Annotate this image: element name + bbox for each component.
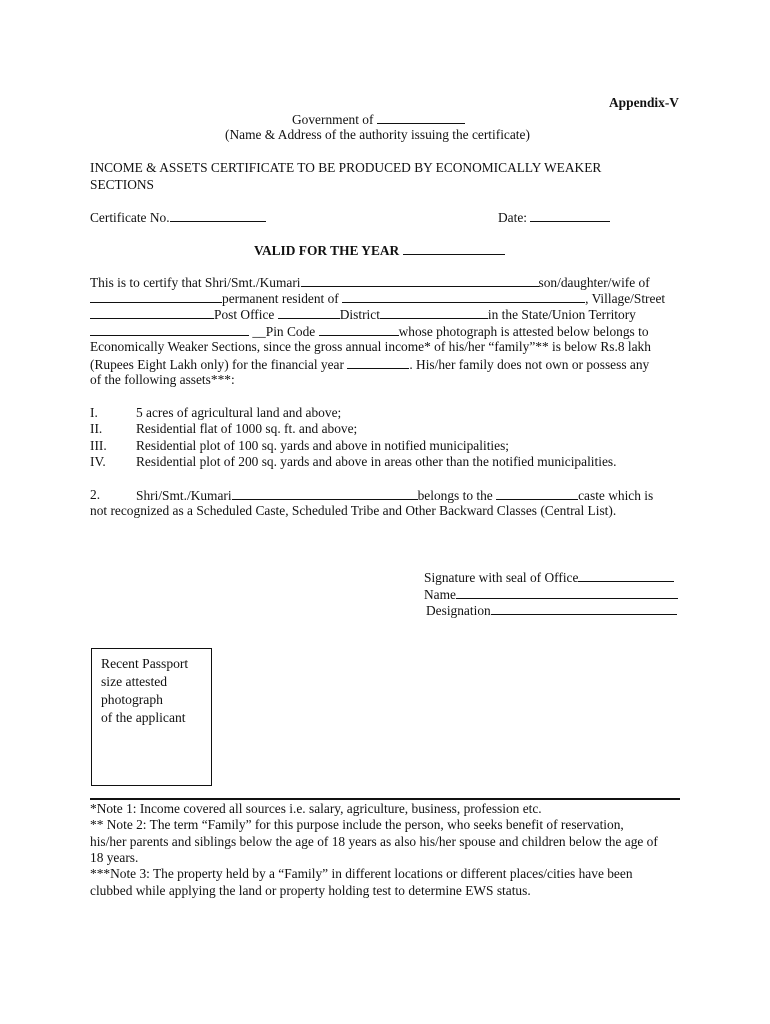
caste-applicant-text: Shri/Smt./Kumari — [136, 488, 232, 503]
caste-line-1 — [136, 487, 653, 504]
name-line — [424, 586, 678, 603]
caste-blank — [496, 487, 578, 500]
certificate-number-line — [90, 209, 266, 226]
signature-label: Signature with seal of Office — [424, 570, 579, 585]
asset-number: I. — [90, 405, 98, 420]
note-2-line-1: ** Note 2: The term “Family” for this purpose include the person, who seeks benefit of reservation, — [90, 817, 624, 832]
certificate-number-blank — [170, 209, 266, 222]
asset-item — [90, 438, 107, 454]
body-line-4 — [90, 323, 649, 340]
asset-item — [90, 405, 98, 421]
photo-box — [91, 648, 212, 786]
date-line — [498, 209, 610, 226]
asset-number: IV. — [90, 454, 106, 469]
note-3-line-2: clubbed while applying the land or property holding test to determine EWS status. — [90, 883, 531, 898]
note-2-line-2: his/her parents and siblings below the age of 18 years as also his/her spouse and children below the age of — [90, 834, 658, 849]
note-2-line-3: 18 years. — [90, 850, 139, 865]
photo-line: Recent Passport — [101, 656, 189, 671]
financial-year-blank — [347, 356, 409, 369]
resident-text: permanent resident of — [222, 291, 339, 306]
body-line-5: Economically Weaker Sections, since the gross annual income* of his/her “family”** is below Rs.8 lakh — [90, 339, 651, 354]
pin-code-text: __Pin Code — [252, 324, 316, 339]
asset-item — [90, 421, 102, 437]
asset-number: II. — [90, 421, 103, 436]
certificate-title-line2: SECTIONS — [90, 177, 154, 192]
photo-line: of the applicant — [101, 710, 186, 725]
valid-for-year-label: VALID FOR THE YEAR — [254, 243, 400, 258]
certificate-number-label: Certificate No. — [90, 210, 170, 225]
photograph-text: whose photograph is attested below belongs to — [398, 324, 649, 339]
government-of-line — [292, 111, 465, 128]
post-office-text: Post Office — [214, 307, 275, 322]
relative-name-blank — [90, 290, 222, 303]
caste-line-2: not recognized as a Scheduled Caste, Scheduled Tribe and Other Backward Classes (Central List). — [90, 503, 617, 518]
body-line-7: of the following assets***: — [90, 372, 235, 387]
pin-code-blank — [319, 323, 399, 336]
caste-which-text: caste which is — [578, 488, 654, 503]
district-blank — [380, 306, 488, 319]
date-blank — [530, 209, 610, 222]
belongs-to-text: belongs to the — [417, 488, 493, 503]
village-blank — [90, 306, 214, 319]
resident-of-blank — [342, 290, 585, 303]
name-label: Name — [424, 587, 456, 602]
photo-line: size attested — [101, 674, 168, 689]
designation-line — [426, 602, 677, 619]
government-blank — [377, 111, 465, 124]
financial-year-text: (Rupees Eight Lakh only) for the financial year — [90, 357, 344, 372]
certify-text: This is to certify that Shri/Smt./Kumari — [90, 275, 301, 290]
asset-text: Residential flat of 1000 sq. ft. and above; — [136, 421, 358, 436]
date-label: Date: — [498, 210, 527, 225]
body-line-1 — [90, 274, 650, 291]
name-blank — [456, 586, 678, 599]
district-text: District — [339, 307, 380, 322]
note-1: *Note 1: Income covered all sources i.e. salary, agriculture, business, profession etc. — [90, 801, 542, 816]
relation-text: son/daughter/wife of — [538, 275, 650, 290]
valid-for-year-line — [254, 242, 505, 259]
caste-number: 2. — [90, 487, 101, 502]
body-line-3 — [90, 306, 636, 323]
appendix-label: Appendix-V — [609, 95, 679, 110]
post-office-blank — [278, 306, 340, 319]
asset-text: Residential plot of 200 sq. yards and above in areas other than the notified municipalities. — [136, 454, 617, 469]
signature-line — [424, 569, 674, 586]
note-3-line-1: ***Note 3: The property held by a “Family” in different locations or different places/cities have been — [90, 866, 633, 881]
notes-divider — [90, 798, 680, 800]
designation-blank — [491, 602, 677, 615]
body-line-2 — [90, 290, 665, 307]
body-line-6 — [90, 356, 649, 373]
signature-blank — [578, 569, 674, 582]
asset-text: 5 acres of agricultural land and above; — [136, 405, 342, 420]
state-text: in the State/Union Territory — [487, 307, 636, 322]
photo-line: photograph — [101, 692, 163, 707]
assets-text: . His/her family does not own or possess any — [409, 357, 650, 372]
government-of-label: Government of — [292, 112, 374, 127]
applicant-name-blank — [301, 274, 539, 287]
village-street-text: , Village/Street — [585, 291, 666, 306]
state-blank — [90, 323, 249, 336]
asset-text: Residential plot of 100 sq. yards and above in notified municipalities; — [136, 438, 510, 453]
valid-year-blank — [403, 242, 505, 255]
asset-number: III. — [90, 438, 107, 453]
designation-label: Designation — [426, 603, 491, 618]
certificate-title-line1: INCOME & ASSETS CERTIFICATE TO BE PRODUCED BY ECONOMICALLY WEAKER — [90, 160, 602, 175]
authority-note: (Name & Address of the authority issuing the certificate) — [225, 127, 530, 142]
caste-name-blank — [232, 487, 418, 500]
asset-item — [90, 454, 106, 470]
